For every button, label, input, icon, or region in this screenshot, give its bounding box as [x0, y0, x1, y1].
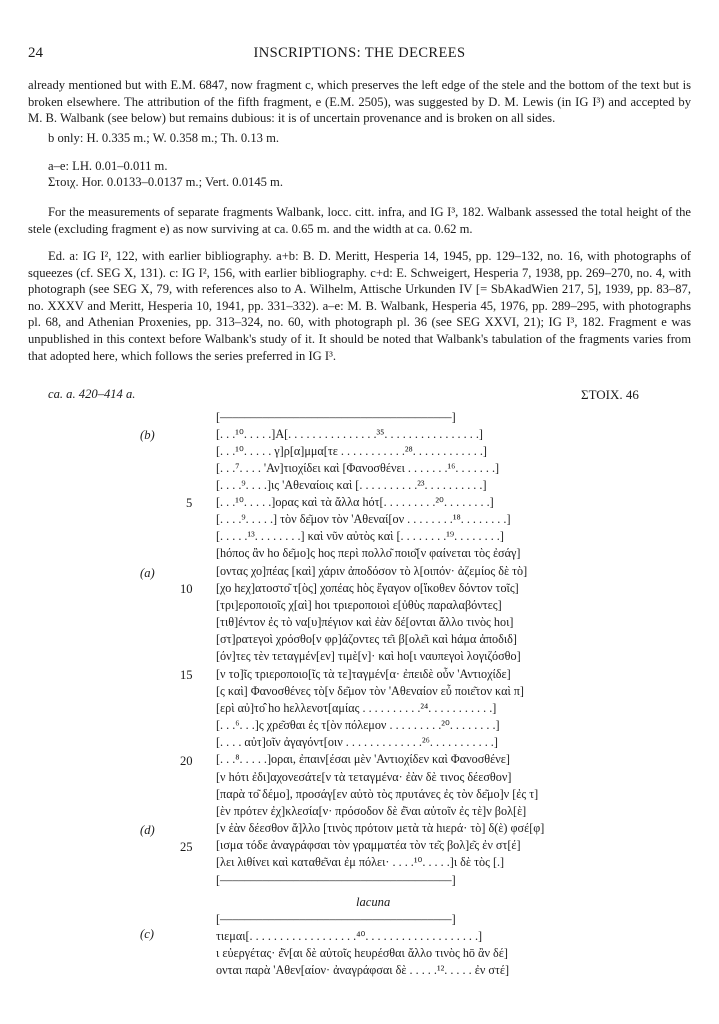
inscription-line: [ισμα τόδε ἀναγράφσαι τὸν γραμματέα τὸν τε͂ς βολ]ε͂ς ἐν στ[έ] — [216, 838, 521, 852]
inscription-date: ca. a. 420–414 a. — [48, 387, 136, 401]
inscription-line: [ὲν πρότεν ἐχ]κλεσία[ν· πρόσοδον δὲ ἐ͂ναι αὐτοῖν ἐς τὲ]ν βολ[ὲ] — [216, 804, 527, 818]
inscription-line: [στ]ρατεγοὶ χρόσθο[ν φρ]άζοντες τε͂ι β[ολε͂ι καὶ hάμα ἀποδιδ] — [216, 632, 517, 646]
dimensions-b: b only: H. 0.335 m.; W. 0.358 m.; Th. 0.13 m. — [48, 131, 280, 145]
stoichedon-label: ΣΤΟΙΧ. 46 — [581, 387, 639, 402]
fragment-label-a: (a) — [140, 566, 155, 580]
inscription-line: [παρὰ το͂ δέμο], προσάγ[εν αὐτὸ τὸς πρυτάνες ἐς τὸν δε͂μο]ν [ἐς τ] — [216, 787, 539, 801]
inscription-line: [. . .¹⁰. . . . . γ]ρ[α]μμα[τε . . . . . . . . . . .²⁸. . . . . . . . . . . .] — [216, 444, 487, 458]
inscription-line: [. . .¹⁰. . . . .]ορας καὶ τὰ ἄλλα hότ[. . . . . . . . .²⁰. . . . . . . .] — [216, 495, 494, 509]
inscription-line: [. . . . αὐτ]οῖν ἀγαγόντ[οιν . . . . . . . . . . . . .²⁶. . . . . . . . . . .] — [216, 735, 498, 749]
inscription-line: [ν hότι ἐδι]αχονεσάτε[ν τὰ τεταγμένα· ἐὰν δὲ τινος δέεσθον] — [216, 770, 512, 784]
inscription-line: ι εὐεργέτας· ἐ͂ν[αι δὲ αὐτοῖς hευρέσθαι ἄλλο τινὸς hō ἂν δέ] — [216, 946, 508, 960]
measurements-paragraph: For the measurements of separate fragments Walbank, locc. citt. infra, and IG I³, 182. Walbank assessed the total height of the stele (excluding fragment e) as now surviving at ca. 0.65 m. and the width at ca. 0.62 m. — [28, 205, 691, 236]
inscription-line: [τιθ]έντον ἐς τὸ να[υ]πέγιον καὶ ἐὰν δέ[ονται ἄλλο τινὸς hοι] — [216, 615, 514, 629]
fragment-label-b: (b) — [140, 428, 155, 442]
line-number-25: 25 — [180, 840, 193, 854]
stoichedon-measurements: Στοιχ. Hor. 0.0133–0.0137 m.; Vert. 0.0145 m. — [48, 175, 284, 189]
fragment-label-c: (c) — [140, 927, 154, 941]
page-number: 24 — [28, 45, 43, 61]
inscription-line: [ν ἐὰν δέεσθον ἄ]λλο [τινὸς πρότοιν μετὰ τὰ hιερά· τὸ] δ(ὲ) φσέ[φ] — [216, 821, 545, 835]
line-number-5: 5 — [186, 496, 193, 510]
editions-paragraph: Ed. a: IG I², 122, with earlier bibliography. a+b: B. D. Meritt, Hesperia 14, 1945, pp. 129–132, no. 16, with photographs of squeezes (cf. SEG X, 131). c: IG I², 156, with earlier bibliography. c+d: E. Schweigert, Hesperia 7, 1938, pp. 269–270, no. 4, with photograph (see SEG X, 79, with references also to A. Wilhelm, Attische Urkunden IV [= SbAkadWien 217, 5], 1939, pp. 83–87, no. XXXV and Meritt, Hesperia 10, 1941, pp. 331–332). a–e: M. B. Walbank, Hesperia 45, 1976, pp. 289–295, with photographs pl. 68, and Athenian Proxenies, pp. 313–324, no. 60, with photograph pl. 36 (see SEG XXVI, 21); IG I³, 182. Fragment e was unpublished in this context before Walbank's study of it. It should be noted that Walbank's tabulation of the fragments varies from that adopted here, which follows the series preferred in IG I³. — [28, 249, 691, 363]
inscription-line: [τρι]εροποιοῖς χ[αὶ] hοι τριεροποιοὶ ε[ὐθὺς παραλαβόντες] — [216, 598, 502, 612]
inscription-line: [ς καὶ] Φανοσθένες τὸ[ν δε͂μον τὸν 'Αθεναίον εὖ ποιε͂τον καὶ π] — [216, 684, 524, 698]
lacuna-label: lacuna — [356, 895, 391, 909]
inscription-line: [hόπος ἂν ho δε͂μο]ς hος περὶ πολλο͂ ποιο͂[ν φαίνεται τὸς ἐσάγ] — [216, 546, 521, 560]
fragment-label-d: (d) — [140, 823, 155, 837]
inscription-line: [––––––––––––––––––––––––––––––––––––––] — [216, 912, 456, 926]
inscription-line: [ερὶ αὐ]το̂ ho hελλενοτ[αμίας . . . . . . . . . .²⁴. . . . . . . . . . .] — [216, 701, 497, 715]
line-number-10: 10 — [180, 582, 193, 596]
inscription-line: [οντας χο]πέας [καὶ] χάριν ἀποδόσον τὸ λ[οιπόν· ἀζεμίος δὲ τὸ] — [216, 564, 528, 578]
inscription-line: [. . .⁷. . . . 'Αν]τιοχίδει καὶ [Φανοσθένει . . . . . . .¹⁶. . . . . . .] — [216, 461, 500, 475]
inscription-line: [. . .¹⁰. . . . .]Α[. . . . . . . . . . . . . . .³⁵. . . . . . . . . . . . . . . .] — [216, 427, 483, 441]
inscription-line: [. . .⁶. . .]ς χρε͂σθαι ἐς τ[ὸν πόλεμον . . . . . . . . .²⁰. . . . . . . .] — [216, 718, 500, 732]
inscription-line: [ν το]ῖς τριεροποιο[ῖς τὰ τε]ταγμέν[α· ἐπειδὲ οὖν 'Αντιοχίδε] — [216, 667, 511, 681]
inscription-line: ονται παρὰ 'Αθεν[αίον· ἀναγράφσαι δὲ . . . . .¹². . . . . ἐν στέ] — [216, 963, 510, 977]
inscription-line: [. . .⁸. . . . .]οραι, ἐπαιν[έσαι μὲν 'Αντιοχίδεν καὶ Φανοσθένε] — [216, 752, 510, 766]
intro-paragraph: already mentioned but with E.M. 6847, now fragment c, which preserves the left edge of the stele and the bottom of the text but is broken elsewhere. The attribution of the fifth fragment, e (E.M. 2505), was suggested by D. M. Lewis (in IG I³) and accepted by M. B. Walbank (see below) but remains dubious: it is of uncertain provenance and is broken on all sides. — [28, 78, 691, 126]
inscription-line: [. . . .⁹. . . . .] τὸν δε͂μον τὸν 'Αθεναί[ον . . . . . . . .¹⁸. . . . . . . .] — [216, 512, 511, 526]
inscription-line: [––––––––––––––––––––––––––––––––––––––] — [216, 410, 456, 424]
inscription-line: [––––––––––––––––––––––––––––––––––––––] — [216, 873, 456, 887]
inscription-line: [λει λιθίνει καὶ καταθε͂ναι ἐμ πόλει· . . . .¹⁰. . . . .]ι δὲ τὸς [.] — [216, 855, 505, 869]
inscription-line: [όν]τες τὲν τεταγμέν[εν] τιμὲ[ν]· καὶ hο[ι ναυπεγοὶ λογιζόσθο] — [216, 649, 521, 663]
running-title: INSCRIPTIONS: THE DECREES — [253, 45, 466, 61]
inscription-line: [. . . . .¹³. . . . . . . .] καὶ νῦν αὐτὸς καὶ [. . . . . . . .¹⁹. . . . . . . .] — [216, 529, 504, 543]
letter-height: a–e: LH. 0.01–0.011 m. — [48, 159, 168, 173]
line-number-20: 20 — [180, 754, 193, 768]
inscription-line: [. . . .⁹. . . .]ις 'Αθεναίοις καὶ [. . . . . . . . . .²³. . . . . . . . . .] — [216, 478, 487, 492]
inscription-line: τιεμαι[. . . . . . . . . . . . . . . . . .⁴⁰. . . . . . . . . . . . . . . . . . .] — [216, 929, 483, 943]
inscription-line: [χο hεχ]ατοστο͂ τ[ὸς] χοπέας hὸς ἔγαγον ο[ἴκοθεν δόντον τοῖς] — [216, 581, 519, 595]
line-number-15: 15 — [180, 668, 193, 682]
